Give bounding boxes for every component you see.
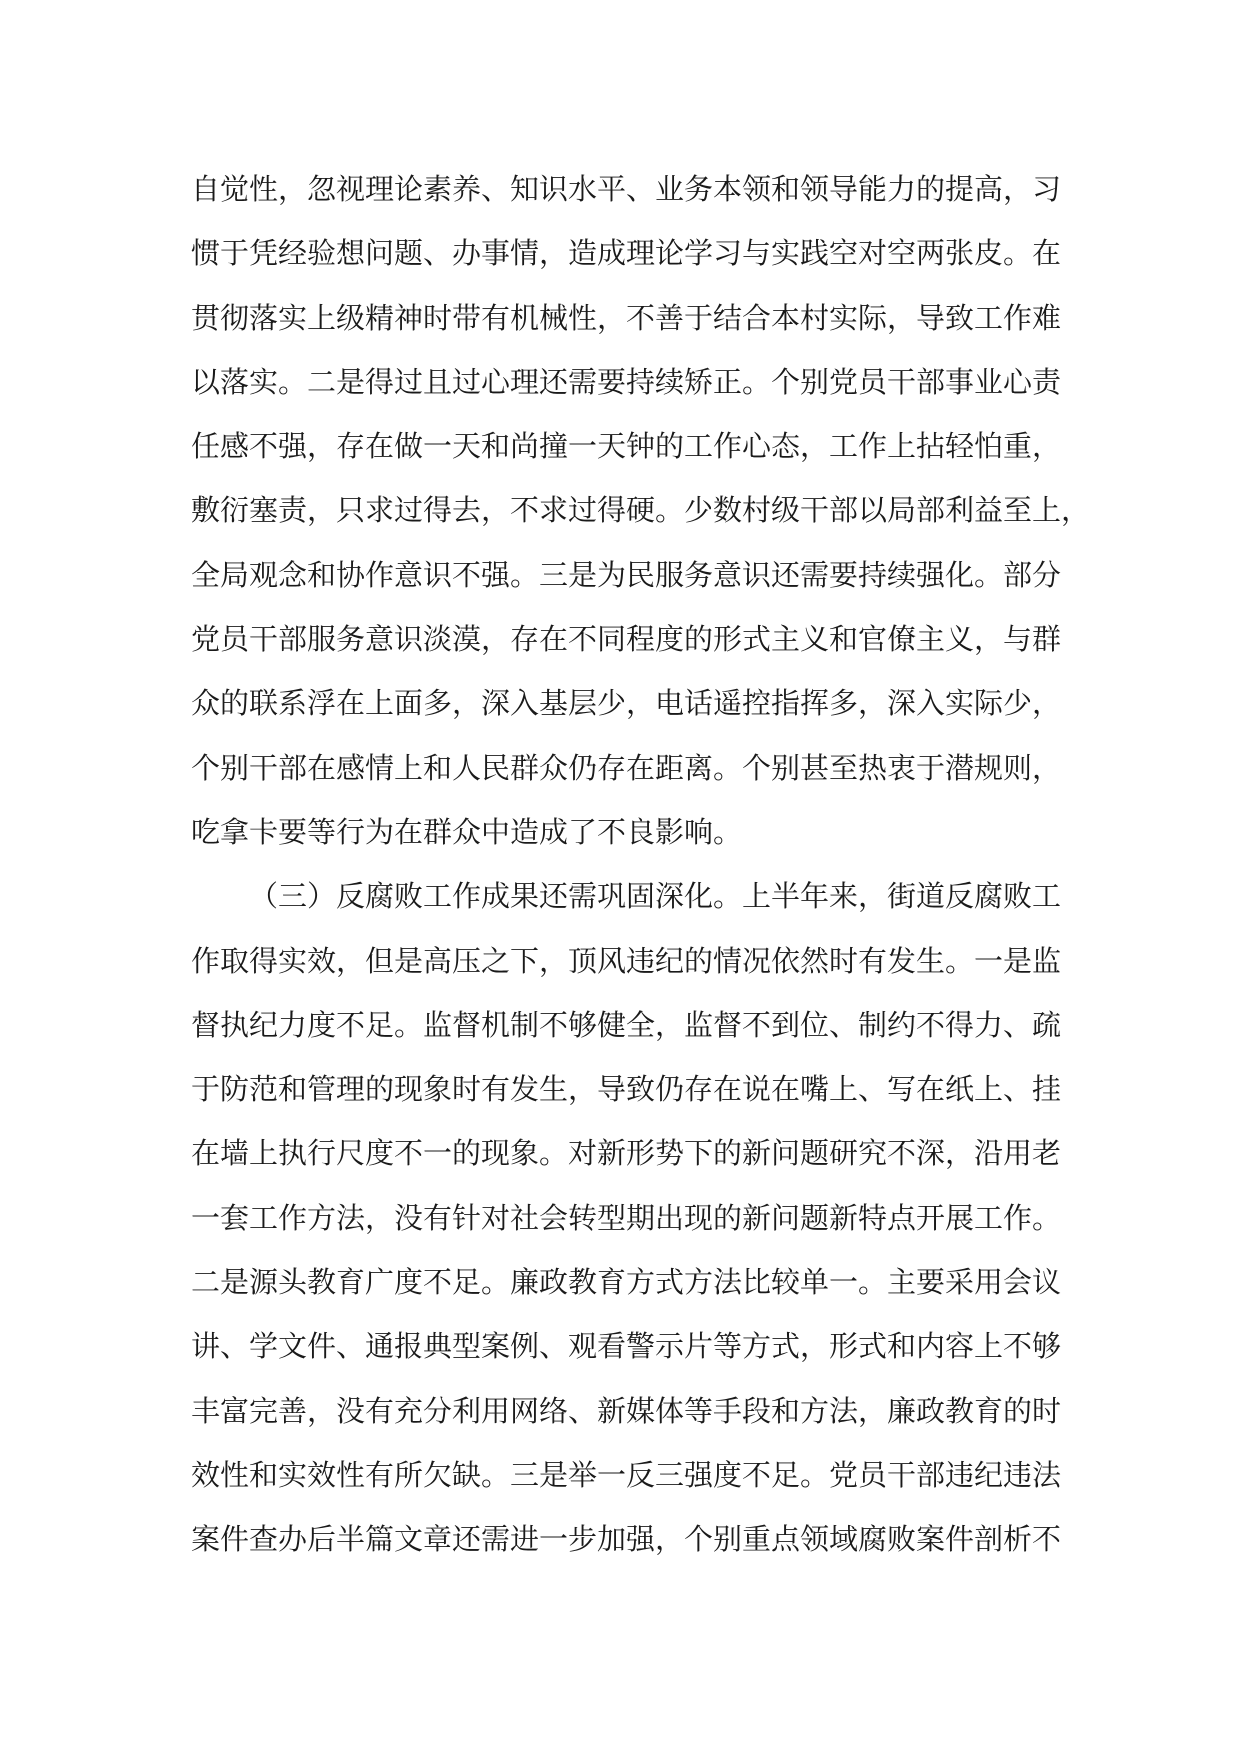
text-line: 效性和实效性有所欠缺。三是举一反三强度不足。党员干部违纪违法 (191, 1457, 1062, 1492)
paragraph-end-line: 吃拿卡要等行为在群众中造成了不良影响。 (191, 814, 743, 849)
text-line: 自觉性，忽视理论素养、知识水平、业务本领和领导能力的提高，习 (191, 172, 1062, 206)
text-line: 惯于凭经验想问题、办事情，造成理论学习与实践空对空两张皮。在 (191, 236, 1062, 271)
text-line: 一套工作方法，没有针对社会转型期出现的新问题新特点开展工作。 (191, 1200, 1062, 1235)
text-line: 任感不强，存在做一天和尚撞一天钟的工作心态，工作上拈轻怕重， (191, 429, 1062, 464)
text-line: 丰富完善，没有充分利用网络、新媒体等手段和方法，廉政教育的时 (191, 1393, 1062, 1428)
text-line: 全局观念和协作意识不强。三是为民服务意识还需要持续强化。部分 (191, 557, 1062, 592)
text-line: 众的联系浮在上面多，深入基层少，电话遥控指挥多，深入实际少， (191, 686, 1062, 721)
text-line: 个别干部在感情上和人民群众仍存在距离。个别甚至热衷于潜规则， (191, 750, 1062, 785)
text-line: 敷衍塞责，只求过得去，不求过得硬。少数村级干部以局部利益至上， (191, 493, 1091, 528)
text-line: 讲、学文件、通报典型案例、观看警示片等方式，形式和内容上不够 (191, 1329, 1062, 1364)
text-line: 于防范和管理的现象时有发生，导致仍存在说在嘴上、写在纸上、挂 (191, 1072, 1062, 1107)
text-line: 贯彻落实上级精神时带有机械性，不善于结合本村实际，导致工作难 (191, 300, 1062, 335)
text-line: 督执纪力度不足。监督机制不够健全，监督不到位、制约不得力、疏 (191, 1007, 1062, 1042)
document-body (191, 157, 1091, 1572)
text-line: 以落实。二是得过且过心理还需要持续矫正。个别党员干部事业心责 (191, 364, 1062, 399)
text-line: 二是源头教育广度不足。廉政教育方式方法比较单一。主要采用会议 (191, 1265, 1062, 1300)
text-line: 党员干部服务意识淡漠，存在不同程度的形式主义和官僚主义，与群 (191, 622, 1062, 657)
section-heading-line: （三）反腐败工作成果还需巩固深化。上半年来，街道反腐败工 (249, 879, 1062, 914)
text-line: 在墙上执行尺度不一的现象。对新形势下的新问题研究不深，沿用老 (191, 1136, 1062, 1171)
text-line: 案件查办后半篇文章还需进一步加强，个别重点领域腐败案件剖析不 (191, 1522, 1062, 1557)
text-line: 作取得实效，但是高压之下，顶风违纪的情况依然时有发生。一是监 (191, 943, 1062, 978)
